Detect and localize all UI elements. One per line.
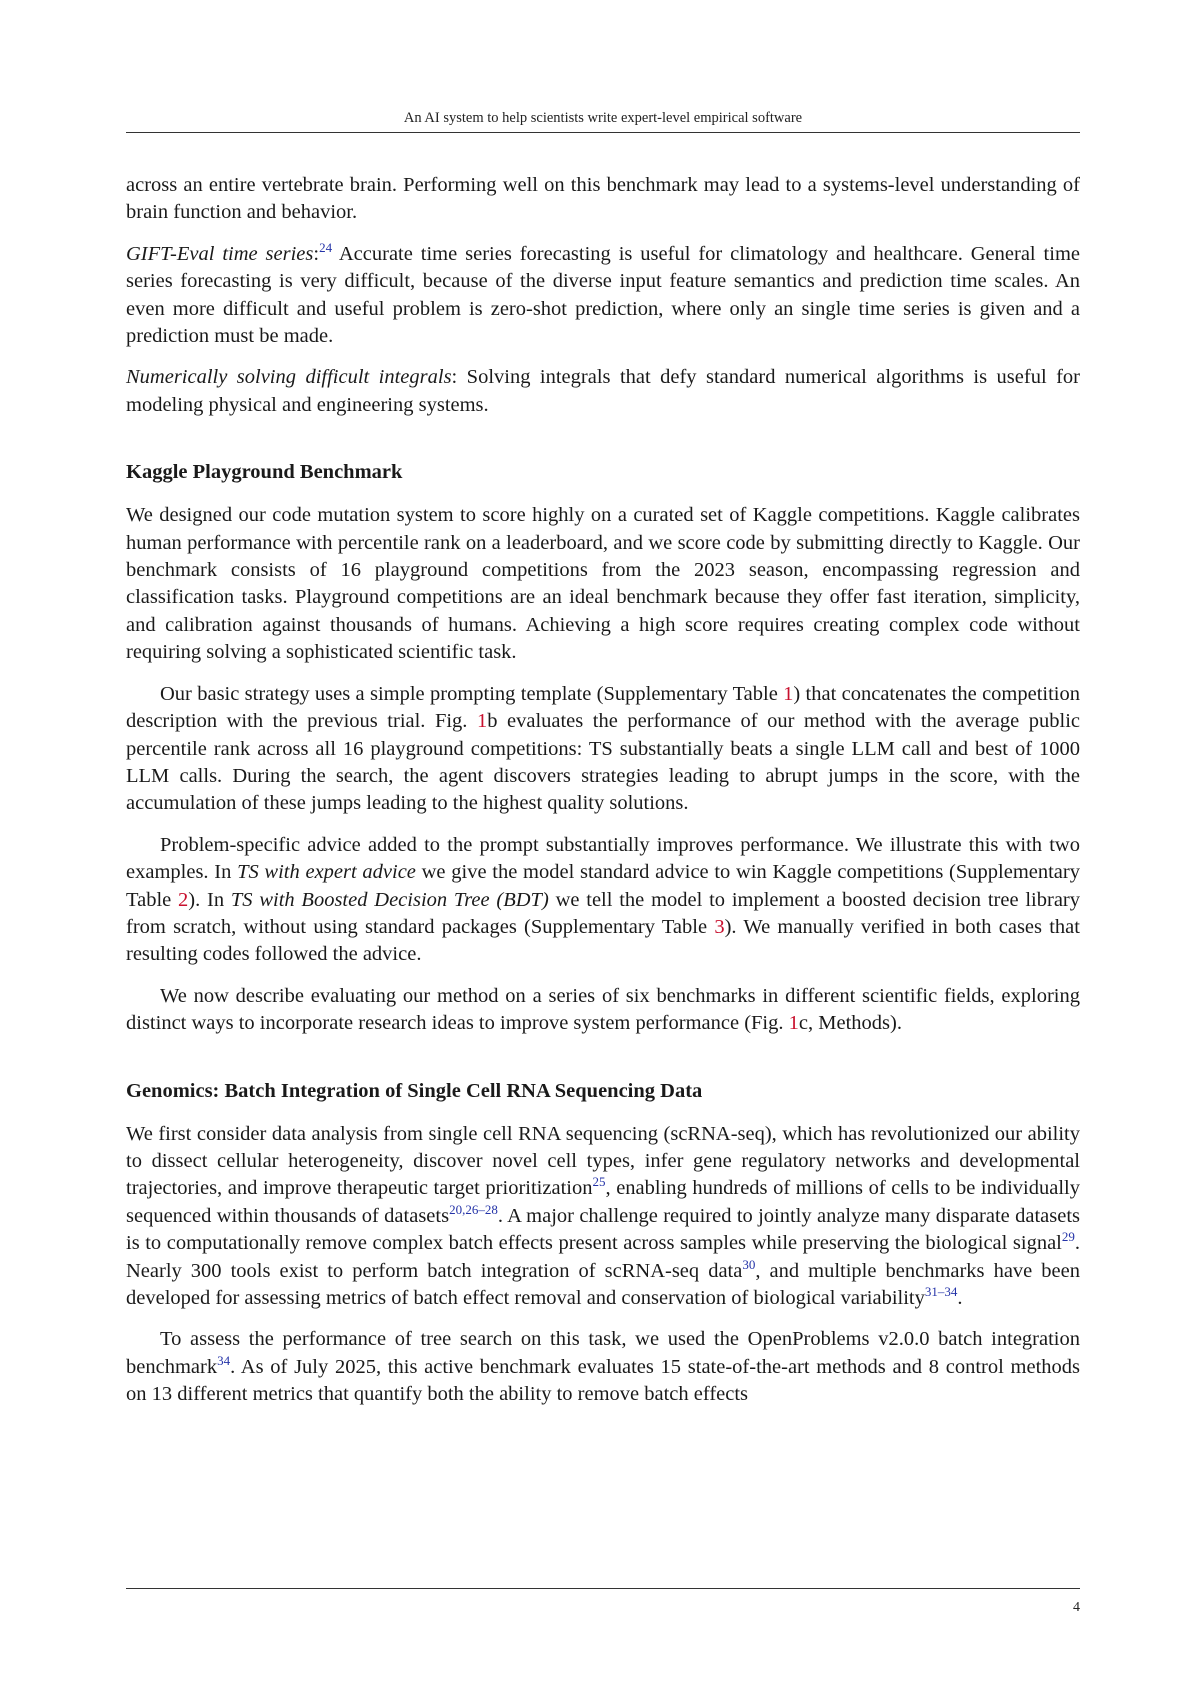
citation-34[interactable]: 34 xyxy=(217,1352,231,1368)
page-body xyxy=(126,172,1080,1423)
gift-eval-text: Accurate time series forecasting is useful for climatology and healthcare. General time series forecasting is very difficult, because of the diverse input feature semantics and prediction time scales. An even more difficult and useful problem is zero-shot prediction, where only an single time series is given and a prediction must be made. xyxy=(126,242,1080,348)
section-heading-genomics: Genomics: Batch Integration of Single Cell RNA Sequencing Data xyxy=(126,1079,703,1102)
intro-paragraph-brain: across an entire vertebrate brain. Performing well on this benchmark may lead to a systems-level understanding of brain function and behavior. xyxy=(126,174,1080,224)
page-number: 4 xyxy=(1073,1600,1080,1615)
intro-paragraph-gift xyxy=(126,241,1080,351)
citation-30[interactable]: 30 xyxy=(742,1256,756,1272)
citation-25[interactable]: 25 xyxy=(592,1174,606,1190)
text-run: ). We manually verified in both cases that resulting codes followed the advice. xyxy=(126,915,1080,966)
text-run: we tell the model to implement a boosted decision tree library from scratch, without using standard packages (Supplementary Table xyxy=(126,888,1081,938)
gift-eval-term: GIFT-Eval time series xyxy=(126,242,314,265)
section-heading-kaggle: Kaggle Playground Benchmark xyxy=(126,461,403,484)
text-run: . As of July 2025, this active benchmark evaluates 15 state-of-the-art methods and 8 control methods on 13 different metrics that quantify both the ability to remove batch effects xyxy=(126,1355,1080,1406)
kaggle-paragraph-1: We designed our code mutation system to score highly on a curated set of Kaggle competitions. Kaggle calibrates human performance with percentile rank on a leaderboard, and we score code by submitting directly to Kaggle. Our benchmark consists of 16 playground competitions from the 2023 season, encompassing regression and classification tasks. Playground competitions are an ideal benchmark because they offer fast iteration, simplicity, and calibration against thousands of humans. Achieving a high score requires creating complex code without requiring solving a sophisticated scientific task. xyxy=(126,504,1080,664)
integrals-term: Numerically solving difficult integrals xyxy=(126,366,452,389)
ts-expert-advice-term: TS with expert advice xyxy=(237,861,416,884)
text-run: we give the model standard advice to win Kaggle competitions (Supplementary Table xyxy=(126,861,1080,911)
text-run: b evaluates the performance of our method with the average public percentile rank across all 16 playground competitions: TS substantially beats a single LLM call and best of 1000 LLM calls. During the search, the agent discovers strategies leading to abrupt jumps in the score, with the accumulation of these jumps leading to the highest quality solutions. xyxy=(126,710,1080,815)
text-run: We now describe evaluating our method on a series of six benchmarks in different scientific fields, exploring distinct ways to incorporate research ideas to improve system performance (Fig. xyxy=(126,984,1080,1035)
citation-29[interactable]: 29 xyxy=(1061,1229,1075,1245)
genomics-paragraph-2 xyxy=(126,1326,1080,1408)
text-run: . A major challenge required to jointly analyze many disparate datasets is to computationally remove complex batch effects present across samples while preserving the biological signal xyxy=(126,1204,1080,1255)
kaggle-paragraph-4 xyxy=(126,983,1080,1038)
text-run: To assess the performance of tree search on this task, we used the OpenProblems v2.0.0 batch integration benchmark xyxy=(126,1328,1080,1378)
supp-table-3-link[interactable]: 3 xyxy=(714,915,725,938)
figure-1c-link[interactable]: 1 xyxy=(788,1012,799,1035)
header-rule xyxy=(126,132,1080,133)
citation-20-26-28[interactable]: 20,26–28 xyxy=(449,1201,498,1217)
text-run: ) that concatenates the competition description with the previous trial. Fig. xyxy=(126,682,1080,733)
text-run: Problem-specific advice added to the prompt substantially improves performance. We illustrate this with two examples. In xyxy=(126,833,1080,884)
running-header: An AI system to help scientists write expert-level empirical software xyxy=(403,110,803,126)
supp-table-2-link[interactable]: 2 xyxy=(178,888,189,911)
text-run: c, Methods). xyxy=(798,1012,902,1035)
kaggle-paragraph-3 xyxy=(126,832,1080,969)
text-run: ). In xyxy=(188,888,231,911)
footer-rule xyxy=(126,1588,1080,1589)
gift-eval-colon: : xyxy=(313,242,320,265)
text-run: Our basic strategy uses a simple prompting template (Supplementary Table xyxy=(160,682,784,705)
citation-31-34[interactable]: 31–34 xyxy=(924,1284,958,1300)
paper-page xyxy=(126,0,1080,1698)
text-run: We first consider data analysis from single cell RNA sequencing (scRNA-seq), which has revolutionized our ability to dissect cellular heterogeneity, discover novel cell types, infer gene regulatory networks and developmental trajectories, and improve therapeutic target prioritization xyxy=(126,1122,1080,1200)
citation-24[interactable]: 24 xyxy=(319,239,333,255)
figure-1-link[interactable]: 1 xyxy=(476,710,488,733)
supp-table-1-link[interactable]: 1 xyxy=(783,682,794,705)
genomics-paragraph-1 xyxy=(126,1121,1080,1313)
text-run: , and multiple benchmarks have been developed for assessing metrics of batch effect removal and conservation of biological variability xyxy=(126,1259,1080,1309)
intro-paragraph-integrals xyxy=(126,364,1080,419)
ts-bdt-term: TS with Boosted Decision Tree (BDT) xyxy=(230,888,549,911)
integrals-text: : Solving integrals that defy standard numerical algorithms is useful for modeling physical and engineering systems. xyxy=(126,366,1080,416)
text-run: , enabling hundreds of millions of cells to be individually sequenced within thousands of datasets xyxy=(126,1177,1080,1227)
text-run: . xyxy=(957,1287,963,1309)
kaggle-paragraph-2 xyxy=(126,681,1080,818)
text-run: . Nearly 300 tools exist to perform batch integration of scRNA-seq data xyxy=(126,1232,1080,1282)
